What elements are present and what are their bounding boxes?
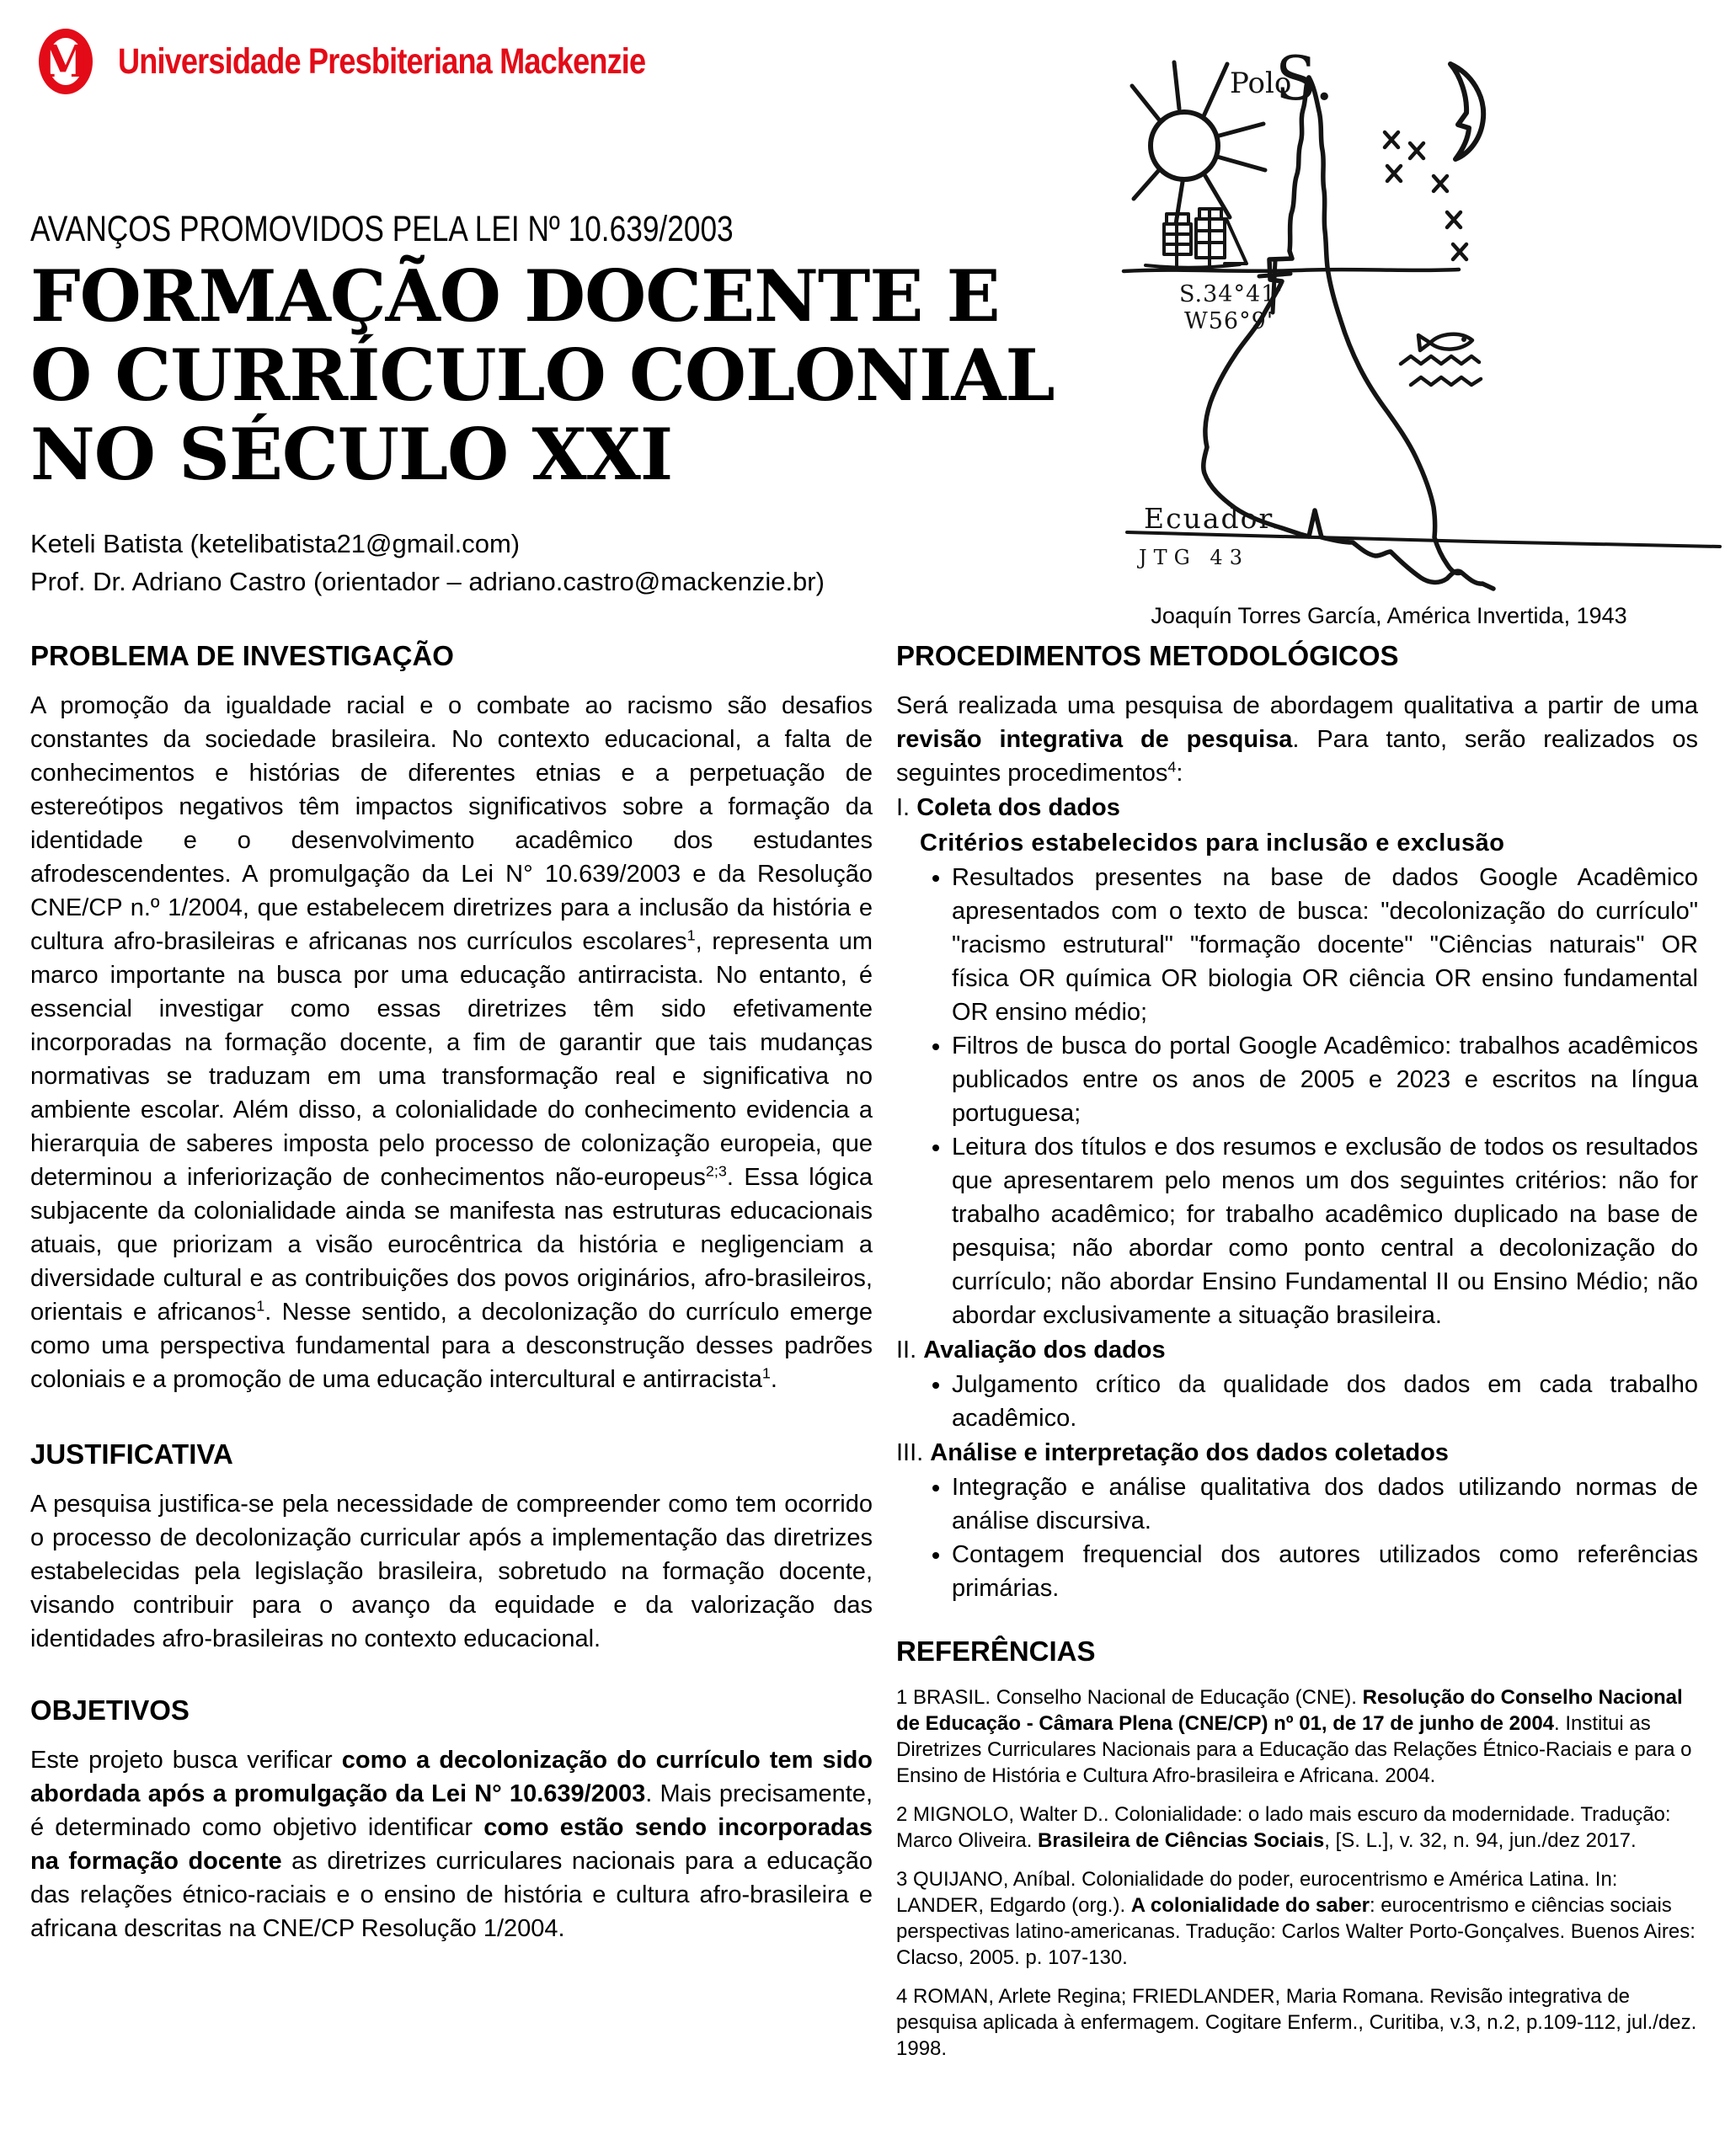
justificativa-heading: JUSTIFICATIVA — [30, 1438, 233, 1470]
step-avaliacao-head — [896, 1332, 1698, 1368]
masthead — [30, 209, 1125, 600]
step-analise-head — [896, 1435, 1698, 1470]
reference-item: 1 BRASIL. Conselho Nacional de Educação (CNE). Resolução do Conselho Nacional de Educação - Câmara Plena (CNE/CP) nº 01, de 17 de junho de 2004. Institui as Diretrizes Curriculares Nacionais para a Educação das Relações Étnico-Raciais e para o Ensino de História e Cultura Afro-brasileira e Africana. 2004. — [896, 1686, 1692, 1787]
waves-icon — [1401, 356, 1481, 385]
coordinates-label-1: S.34°41' — [1179, 281, 1284, 307]
logo-letter: M — [41, 36, 90, 88]
brand-header — [39, 29, 746, 94]
mackenzie-logo-icon — [39, 29, 93, 94]
america-invertida-drawing — [1120, 22, 1725, 603]
fish-icon — [1418, 334, 1472, 350]
moon-icon — [1450, 64, 1483, 159]
step-avaliacao — [896, 1332, 1698, 1435]
procedimentos-intro: Será realizada uma pesquisa de abordagem qualitativa a partir de uma revisão integrativa de pesquisa. Para tanto, serão realizados os seguintes procedimentos$^4$: — [896, 692, 1698, 787]
step-avaliacao-label: II. — [896, 1337, 917, 1364]
map-outline-right — [1309, 77, 1461, 574]
reference-item: 2 MIGNOLO, Walter D.. Colonialidade: o lado mais escuro da modernidade. Tradução: Marco Oliveira. Brasileira de Ciências Sociais, [S. L.], v. 32, n. 94, jun./dez 2017. — [896, 1803, 1671, 1852]
step-coleta-bullets — [896, 861, 1698, 1332]
step-coleta-head — [896, 790, 1698, 825]
sea-line — [1124, 270, 1459, 271]
bullet-item: • Integração e análise qualitativa dos dados utilizando normas de análise discursiva. — [952, 1470, 1698, 1538]
step-analise-title: Análise e interpretação dos dados coletados — [930, 1439, 1449, 1466]
ecuador-label: Ecuador. — [1144, 502, 1282, 535]
step-coleta-label: I. — [896, 794, 911, 821]
reference-item: 3 QUIJANO, Aníbal. Colonialidade do poder, eurocentrismo e América Latina. In: LANDER, Edgardo (org.). A colonialidade do saber: eurocentrismo e ciências sociais perspectivas latino-americanas. Tradução: Carlos Walter Porto-Gonçalves. Buenos Aires: Clacso, 2005. p. 107-130. — [896, 1868, 1696, 1969]
section-referencias — [896, 1636, 1698, 2062]
objetivos-paragraph: Este projeto busca verificar como a decolonização do currículo tem sido abordada após a promulgação da Lei N° 10.639/2003. Mais precisamente, é determinado como objetivo identificar como estão sendo incorporadas na formação docente as diretrizes curriculares nacionais para a educação das relações étnico-raciais e o ensino de história e cultura afro-brasileira e africana descritas na CNE/CP Resolução 1/2004. — [30, 1747, 873, 1942]
step-analise — [896, 1435, 1698, 1605]
bullet-item: • Contagem frequencial dos autores utilizados como referências primárias. — [952, 1538, 1698, 1605]
step-coleta-title: Coleta dos dados — [916, 794, 1120, 821]
problema-heading: PROBLEMA DE INVESTIGAÇÃO — [30, 640, 454, 671]
content-columns — [30, 640, 1698, 2074]
problema-paragraph: A promoção da igualdade racial e o combate ao racismo são desafios constantes da sociedade brasileira. No contexto educacional, a falta de conhecimentos e histórias de diferentes etnias e a perpetuação de estereótipos negativos têm impactos significativos sobre a formação da identidade e o desenvolvimento acadêmico dos estudantes afrodescendentes. A promulgação da Lei N° 10.639/2003 e da Resolução CNE/CP n.º 1/2004, que estabelecem diretrizes para a inclusão da história e cultura afro-brasileiras e africanas nos currículos escolares$^1$, representa um marco importante na busca por uma educação antirracista. No entanto, é essencial investigar como essas diretrizes têm sido efetivamente incorporadas na formação docente, a fim de garantir que tais mudanças normativas se traduzam em uma transformação real e significativa no ambiente escolar. Além disso, a colonialidade do conhecimento evidencia a hierarquia de saberes imposta pelo processo de colonização europeia, que determinou a inferiorização de conhecimentos não-europeus$^{2;3}$. Essa lógica subjacente da colonialidade ainda se manifesta nas estruturas educacionais atuais, que priorizam a visão eurocêntrica da história e negligenciam a diversidade cultural e as contribuições dos povos originários, afro-brasileiros, orientais e africanos$^1$. Nesse sentido, a decolonização do currículo emerge como uma perspectiva fundamental para a desconstrução desses padrões coloniais e a promoção de uma educação intercultural e antirracista$^1$. — [30, 692, 873, 1393]
reference-item: 4 ROMAN, Arlete Regina; FRIEDLANDER, Maria Romana. Revisão integrativa de pesquisa aplicada à enfermagem. Cogitare Enferm., Curitiba, v.3, n.2, p.109-112, jul./dez. 1998. — [896, 1985, 1697, 2060]
procedimentos-heading: PROCEDIMENTOS METODOLÓGICOS — [896, 640, 1399, 671]
bullet-item: • Filtros de busca do portal Google Acadêmico: trabalhos acadêmicos publicados entre os anos de 2005 e 2023 e escritos na língua portuguesa; — [952, 1029, 1698, 1130]
section-objetivos — [30, 1694, 873, 1945]
kicker: AVANÇOS PROMOVIDOS PELA LEI Nº 10.639/2003 — [30, 209, 734, 249]
author-line-1: Keteli Batista (ketelibatista21@gmail.com) — [30, 529, 521, 558]
section-procedimentos — [896, 640, 1698, 1605]
artwork-caption: Joaquín Torres García, América Invertida, 1943 — [1151, 603, 1627, 628]
bullet-item: • Julgamento crítico da qualidade dos dados em cada trabalho acadêmico. — [952, 1368, 1698, 1435]
section-justificativa — [30, 1438, 873, 1656]
left-column — [30, 640, 873, 2074]
referencias-heading: REFERÊNCIAS — [896, 1636, 1096, 1667]
artwork-figure — [1120, 22, 1725, 629]
step-analise-bullets — [896, 1470, 1698, 1605]
university-name: Universidade Presbiteriana Mackenzie — [118, 40, 646, 82]
section-problema — [30, 640, 873, 1396]
objetivos-heading: OBJETIVOS — [30, 1694, 190, 1726]
step-analise-label: III. — [896, 1439, 924, 1466]
step-avaliacao-title: Avaliação dos dados — [923, 1337, 1166, 1364]
title-line-2: O CURRÍCULO COLONIAL — [30, 334, 1055, 417]
signature-label: JTG 43 — [1139, 546, 1249, 569]
star-icons — [1385, 132, 1466, 259]
bullet-item: • Resultados presentes na base de dados Google Acadêmico apresentados com o texto de busca: "decolonização do currículo" "racismo estrutural" "formação docente" "Ciências naturais" OR física OR química OR biologia OR ciência OR ensino fundamental OR ensino médio; — [952, 861, 1698, 1029]
right-column — [896, 640, 1698, 2074]
step-coleta — [896, 790, 1698, 1332]
title-line-3: NO SÉCULO XXI — [30, 413, 673, 496]
polo-s-label: S. — [1275, 43, 1334, 114]
page-title — [30, 254, 1125, 496]
coordinates-label-2: W56°9' — [1184, 308, 1274, 334]
author-line-2: Prof. Dr. Adriano Castro (orientador – adriano.castro@mackenzie.br) — [30, 567, 825, 596]
step-avaliacao-bullets — [896, 1368, 1698, 1435]
polo-label: Polo — [1230, 67, 1292, 100]
bullet-item: • Leitura dos títulos e dos resumos e exclusão de todos os resultados que apresentarem pelo menos um dos seguintes critérios: não for trabalho acadêmico; for trabalho acadêmico duplicado na base de pesquisa; não abordar como ponto central a decolonização do currículo; não abordar Ensino Fundamental II ou Ensino Médio; não abordar exclusivamente a situação brasileira. — [952, 1130, 1698, 1332]
authors — [30, 525, 1125, 600]
step-coleta-subtitle: Critérios estabelecidos para inclusão e exclusão — [920, 830, 1505, 857]
justificativa-paragraph: A pesquisa justifica-se pela necessidade de compreender como tem ocorrido o processo de decolonização curricular após a implementação das diretrizes estabelecidas pela legislação brasileira, sobretudo na formação docente, visando contribuir para o avanço da equidade e da valorização das identidades afro-brasileiras no contexto educacional. — [30, 1491, 873, 1652]
title-line-1: FORMAÇÃO DOCENTE E — [30, 254, 1000, 338]
